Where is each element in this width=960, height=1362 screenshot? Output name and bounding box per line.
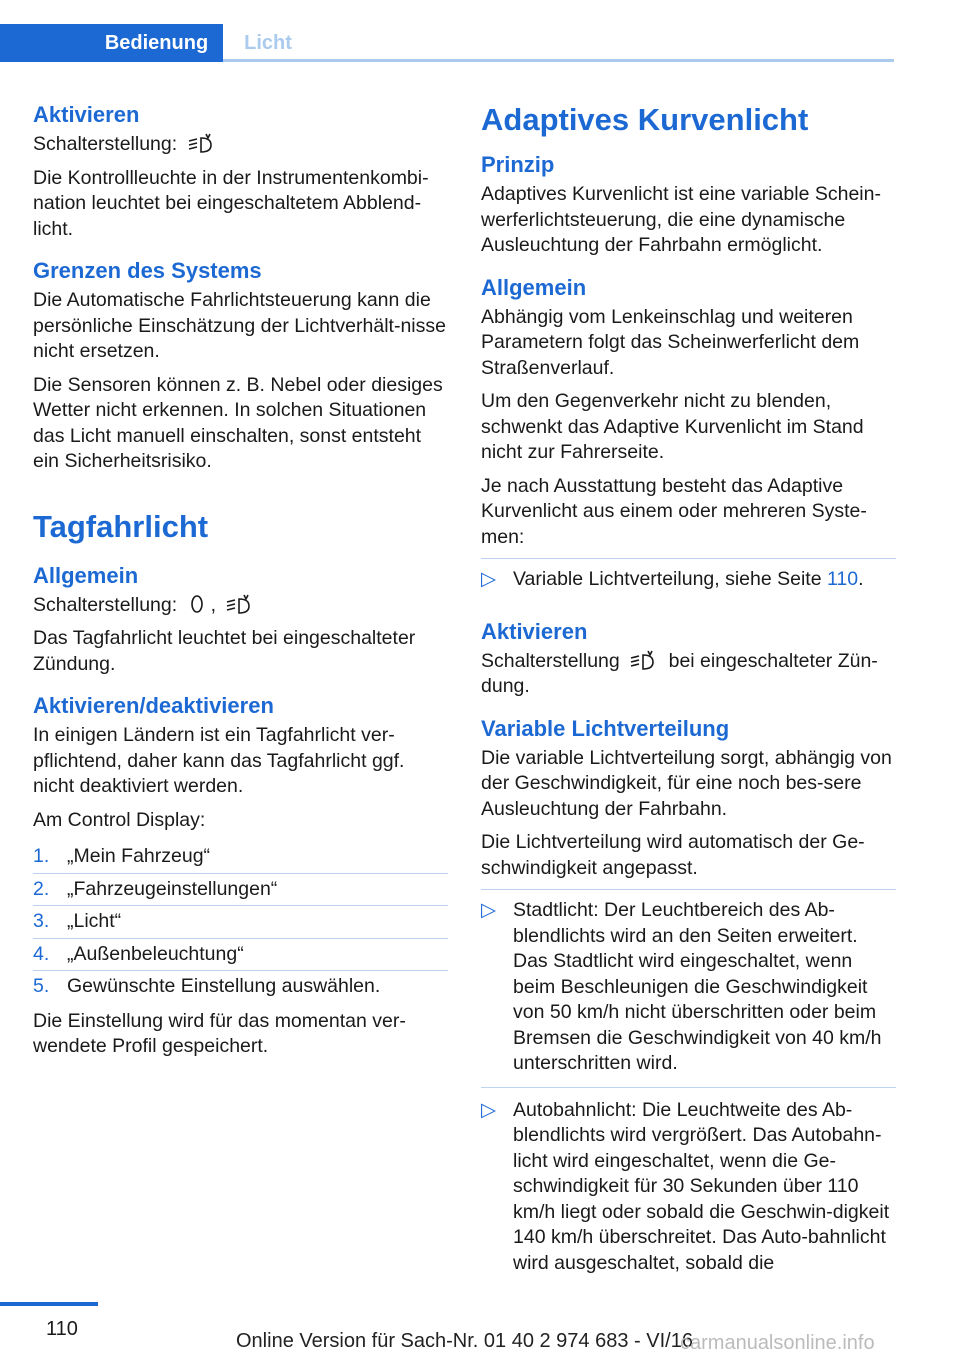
list-item xyxy=(481,894,896,1088)
grenzen-paragraph-2: Die Sensoren können z. B. Nebel oder diesiges Wetter nicht erkennen. In solchen Situationen das Licht manuell einschalten, sonst entsteht ein Sicherheitsrisiko. xyxy=(33,373,443,472)
step-number: 5. xyxy=(33,975,50,997)
heading-variable-lichtverteilung: Variable Lichtverteilung xyxy=(481,715,730,741)
step-text: „Außenbeleuchtung“ xyxy=(67,942,244,965)
footer-text: Online Version für Sach-Nr. 01 40 2 974 683 - VI/16 xyxy=(236,1330,693,1352)
tab-bedienung[interactable]: Bedienung xyxy=(0,24,223,62)
icon-separator: , xyxy=(210,593,217,616)
bullet-marker: ▷ xyxy=(481,1098,496,1121)
heading-aktivieren: Aktivieren xyxy=(33,102,140,127)
bullet-end: . xyxy=(858,568,864,590)
aktivieren-text-b: bei eingeschalteter Zün‐dung. xyxy=(481,649,878,697)
heading-prinzip: Prinzip xyxy=(481,152,555,177)
watermark: carmanualsonline.info xyxy=(680,1332,875,1354)
allgemein-paragraph-1: Abhängig vom Lenkeinschlag und weiteren Parametern folgt das Scheinwerferlicht dem Straßenverlauf. xyxy=(481,305,860,379)
header-bar xyxy=(0,0,894,64)
bullet-text: Stadtlicht: Der Leuchtbereich des Ab‐blendlichts wird an den Seiten erweitert. Das Stadtlicht wird eingeschaltet, wenn beim Beschleunigen die Geschwindigkeit von 50 km/h nicht überschritten oder beim Bremsen die Geschwindigkeit von 40 km/h unterschritten wird. xyxy=(513,899,882,1074)
off-position-icon xyxy=(187,593,207,615)
heading-adaptives-kurvenlicht: Adaptives Kurvenlicht xyxy=(481,102,809,137)
page-link[interactable]: 110 xyxy=(827,568,859,590)
footer-divider xyxy=(0,1302,98,1306)
step-text: Gewünschte Einstellung auswählen. xyxy=(67,975,381,997)
heading-allgemein-right: Allgemein xyxy=(481,274,587,300)
header-divider xyxy=(223,59,894,62)
bullet-label: Variable Lichtverteilung, siehe Seite xyxy=(513,568,827,590)
step-number: 2. xyxy=(33,877,50,900)
list-item xyxy=(33,971,448,1003)
aktivieren-paragraph xyxy=(481,649,896,700)
auto-headlight-icon xyxy=(629,649,659,671)
left-column xyxy=(33,100,448,1068)
list-item xyxy=(33,939,448,972)
aktdeakt-paragraph-3: Die Einstellung wird für das momentan ver‐wendete Profil gespeichert. xyxy=(33,1009,406,1057)
aktdeakt-paragraph-1: In einigen Ländern ist ein Tagfahrlicht ver‐pflichtend, daher kann das Tagfahrlicht ggf. nicht deaktiviert werden. xyxy=(33,724,405,797)
steps-list xyxy=(33,841,448,1003)
aktivieren-text-a: Schalterstellung xyxy=(481,649,620,672)
light-modes-list xyxy=(481,889,896,1286)
allgemein-paragraph-2: Um den Gegenverkehr nicht zu blenden, schwenkt das Adaptive Kurvenlicht im Stand nicht zur Fahrerseite. xyxy=(481,390,864,463)
step-text: „Mein Fahrzeug“ xyxy=(67,845,211,867)
systems-list xyxy=(481,558,896,603)
bullet-text xyxy=(513,567,864,593)
auto-headlight-icon xyxy=(187,132,217,154)
list-item xyxy=(481,563,896,603)
step-number: 3. xyxy=(33,910,50,932)
tagfahr-switch-label: Schalterstellung: xyxy=(33,593,178,616)
grenzen-paragraph-1: Die Automatische Fahrlichtsteuerung kann die persönliche Einschätzung der Lichtverhält‐nisse nicht ersetzen. xyxy=(33,289,446,362)
heading-allgemein: Allgemein xyxy=(33,562,139,588)
aktdeakt-paragraph-2: Am Control Display: xyxy=(33,808,206,831)
variable-paragraph-2: Die Lichtverteilung wird automatisch der Ge‐schwindigkeit angepasst. xyxy=(481,831,865,879)
allgemein-paragraph-3: Je nach Ausstattung besteht das Adaptive Kurvenlicht aus einem oder mehreren Syste‐men: xyxy=(481,474,867,548)
tagfahr-switch-paragraph xyxy=(33,593,448,619)
bullet-marker: ▷ xyxy=(481,568,496,590)
switch-position-label: Schalterstellung: xyxy=(33,133,178,155)
list-item xyxy=(33,906,448,939)
list-item xyxy=(33,874,448,907)
step-number: 4. xyxy=(33,942,50,965)
tab-licht[interactable]: Licht xyxy=(244,31,292,54)
step-text: „Licht“ xyxy=(67,910,122,932)
heading-tagfahrlicht: Tagfahrlicht xyxy=(33,508,209,544)
switch-position-paragraph xyxy=(33,132,448,158)
auto-headlight-icon xyxy=(225,593,255,615)
list-item xyxy=(33,841,448,874)
list-item xyxy=(481,1094,896,1287)
indicator-paragraph: Die Kontrollleuchte in der Instrumentenkombi‐nation leuchtet bei eingeschaltetem Abblend‐licht. xyxy=(33,166,429,240)
step-text: „Fahrzeugeinstellungen“ xyxy=(67,877,278,900)
page-number: 110 xyxy=(46,1318,78,1340)
step-number: 1. xyxy=(33,845,50,867)
tagfahr-paragraph: Das Tagfahrlicht leuchtet bei eingeschalteter Zündung. xyxy=(33,627,416,675)
heading-grenzen: Grenzen des Systems xyxy=(33,258,262,283)
variable-paragraph-1: Die variable Lichtverteilung sorgt, abhängig von der Geschwindigkeit, für eine noch bes‐sere Ausleuchtung der Fahrbahn. xyxy=(481,746,892,820)
prinzip-paragraph: Adaptives Kurvenlicht ist eine variable Schein‐werferlichtsteuerung, die eine dynamische Ausleuchtung der Fahrbahn ermöglicht. xyxy=(481,183,881,256)
heading-aktivieren-right: Aktivieren xyxy=(481,618,588,644)
heading-aktivieren-deaktivieren: Aktivieren/deaktivieren xyxy=(33,693,274,718)
right-column xyxy=(481,100,896,1292)
bullet-text: Autobahnlicht: Die Leuchtweite des Ab‐blendlichts wird vergrößert. Das Autobahn‐licht wird eingeschaltet, wenn die Ge‐schwindigkeit für 30 Sekunden über 110 km/h liegt oder sobald die Geschwin‐digkeit 140 km/h überschreitet. Das Auto‐bahnlicht wird ausgeschaltet, sobald die xyxy=(513,1098,890,1274)
bullet-marker: ▷ xyxy=(481,899,496,921)
